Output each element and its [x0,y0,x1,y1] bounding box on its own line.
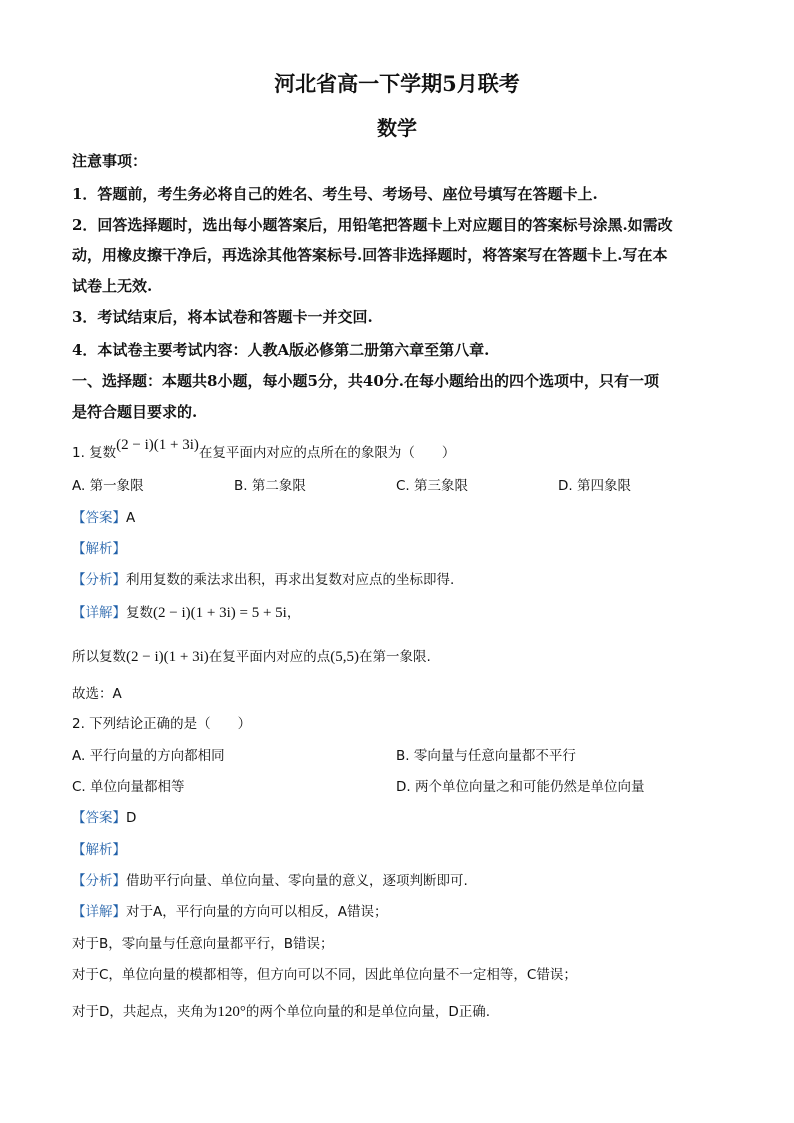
q2-explain-d-suffix: 的两个单位向量的和是单位向量，D正确. [245,1004,491,1020]
q1-conclusion-mid: 在复平面内对应的点 [208,649,331,665]
q1-conclusion-suffix: 在第一象限. [358,649,431,665]
q1-choose: 故选：A [72,686,122,702]
section-heading-line-1: 一、选择题：本题共8小题，每小题5分，共40分.在每小题给出的四个选项中，只有一项 [72,372,659,390]
q2-angle: 120° [217,1004,246,1020]
q1-expression: (2 − i)(1 + 3i) [116,437,199,453]
notice-item-2-line-3: 试卷上无效. [72,277,153,295]
q1-fenxi-text: 利用复数的乘法求出积，再求出复数对应点的坐标即得. [126,572,455,588]
notice-heading: 注意事项： [72,152,148,170]
q1-xiangjie-suffix: ， [286,605,301,621]
q2-answer-tag: 【答案】 [72,810,126,826]
q2-xiangjie [72,900,387,920]
notice-item-2-line-2: 动，用橡皮擦干净后，再选涂其他答案标号.回答非选择题时，将答案写在答题卡上.写在本 [72,246,668,264]
notice-item-3: 3．考试结束后，将本试卷和答题卡一并交回. [72,308,373,326]
notice-item-4: 4．本试卷主要考试内容：人教A版必修第二册第六章至第八章. [72,341,490,359]
q2-option-b: B. 零向量与任意向量都不平行 [396,748,576,764]
q1-conclusion-point: (5,5) [330,649,359,665]
q2-explain-b: 对于B，零向量与任意向量都平行，B错误； [72,936,334,952]
q2-option-d: D. 两个单位向量之和可能仍然是单位向量 [396,779,645,795]
q1-prefix: 1. 复数 [72,445,117,461]
q2-analysis-tag: 【解析】 [72,842,126,858]
q2-explain-c: 对于C，单位向量的模都相等，但方向可以不同，因此单位向量不一定相等，C错误； [72,967,577,983]
q1-analysis-tag: 【解析】 [72,541,126,557]
q1-suffix: 在复平面内对应的点所在的象限为（ ） [198,445,456,461]
q2-option-c: C. 单位向量都相等 [72,779,185,795]
q2-answer [72,806,136,826]
q2-option-a: A. 平行向量的方向都相同 [72,748,225,764]
question-1-stem [72,437,456,462]
q1-answer-value: A [126,510,136,526]
q2-xiangjie-a: 对于A，平行向量的方向可以相反，A错误； [126,904,388,920]
q1-xiangjie-prefix: 复数 [126,605,153,621]
notice-item-2-line-1: 2．回答选择题时，选出每小题答案后，用铅笔把答题卡上对应题目的答案标号涂黑.如需改 [72,216,673,234]
q2-fenxi-text: 借助平行向量、单位向量、零向量的意义，逐项判断即可. [126,873,468,889]
q1-xiangjie-expression: (2 − i)(1 + 3i) = 5 + 5i [153,605,287,621]
q1-option-b: B. 第二象限 [234,478,306,494]
q1-xiangjie [72,601,300,622]
section-heading-line-2: 是符合题目要求的. [72,403,198,421]
q2-explain-d-prefix: 对于D，共起点，夹角为 [72,1004,218,1020]
q1-xiangjie-tag: 【详解】 [72,605,126,621]
q2-xiangjie-tag: 【详解】 [72,904,126,920]
q2-fenxi [72,869,468,889]
q1-conclusion-prefix: 所以复数 [72,649,126,665]
q1-answer [72,506,135,526]
q1-conclusion-expression: (2 − i)(1 + 3i) [126,649,209,665]
q1-conclusion [72,645,431,666]
q1-answer-tag: 【答案】 [72,510,126,526]
notice-item-1: 1．答题前，考生务必将自己的姓名、考生号、考场号、座位号填写在答题卡上. [72,185,598,203]
subject-title: 数学 [377,116,417,140]
q2-explain-d [72,1000,490,1021]
q2-fenxi-tag: 【分析】 [72,873,126,889]
q2-answer-value: D [126,810,137,826]
exam-title: 河北省高一下学期5月联考 [274,71,520,96]
q1-fenxi [72,568,454,588]
q1-option-c: C. 第三象限 [396,478,469,494]
q1-fenxi-tag: 【分析】 [72,572,126,588]
question-2-stem: 2. 下列结论正确的是（ ） [72,716,252,732]
q1-option-a: A. 第一象限 [72,478,144,494]
q1-option-d: D. 第四象限 [558,478,631,494]
